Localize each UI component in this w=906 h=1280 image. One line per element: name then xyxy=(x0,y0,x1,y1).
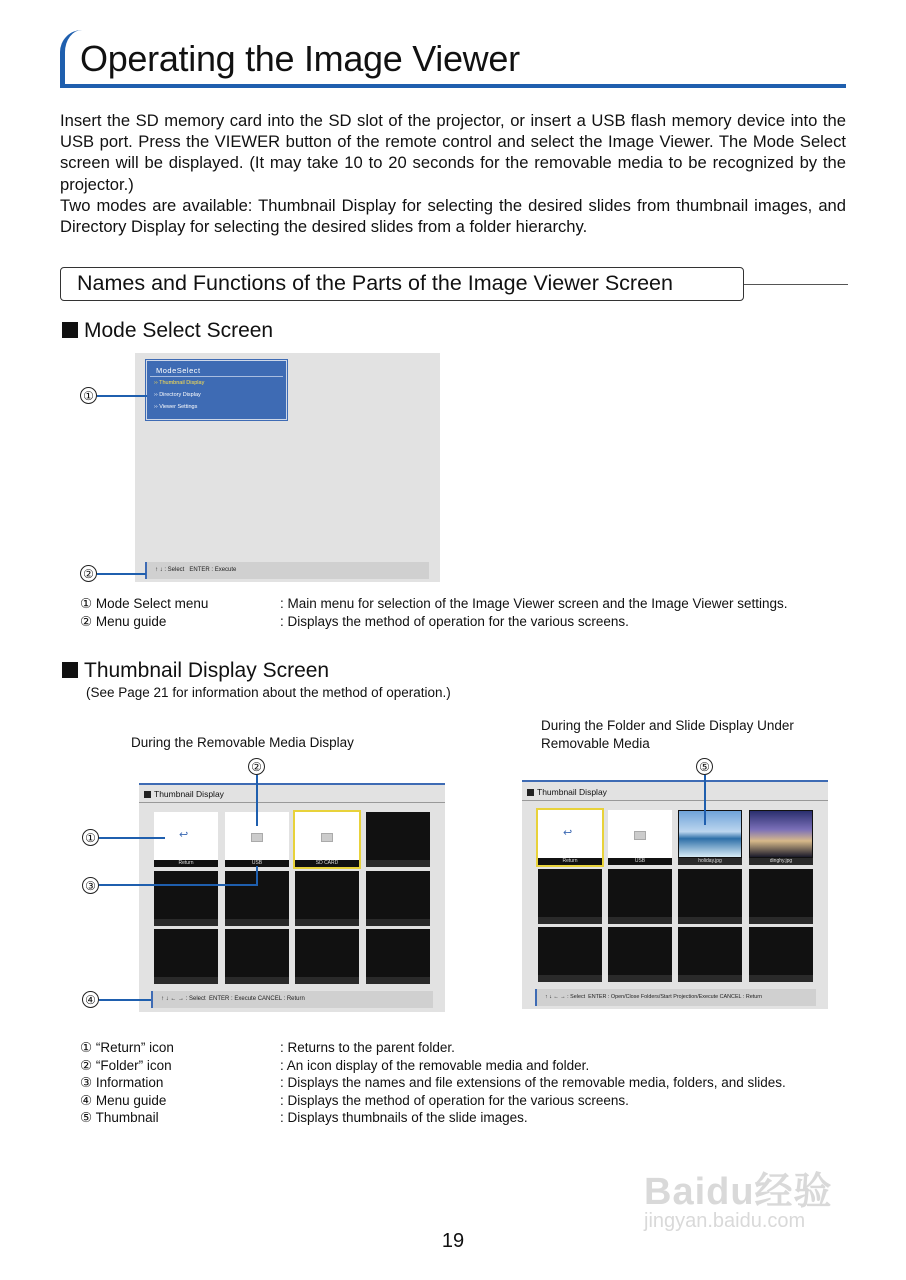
windsurf-photo-thumbnail xyxy=(679,811,741,857)
tile-label: holiday.jpg xyxy=(678,858,742,865)
tile-label: USB xyxy=(225,860,289,867)
guide-rest-text: ENTER : Open/Close Folders/Start Projection/Execute CANCEL : Return xyxy=(588,994,763,1000)
right-caption-line-1: During the Folder and Slide Display Under xyxy=(541,718,794,733)
screen-title-text: Thumbnail Display xyxy=(537,787,607,797)
menu-item-label: Viewer Settings xyxy=(159,404,198,410)
legend-item-desc: : Displays the method of operation for the various screens. xyxy=(280,1092,629,1108)
legend-item-desc: : Displays the method of operation for the various screens. xyxy=(280,614,629,629)
menu-item-label: Thumbnail Display xyxy=(159,380,205,386)
thumbnail-screen-title xyxy=(527,787,607,797)
intro-paragraph-2: Two modes are available: Thumbnail Display for selecting the desired slides from thumbnail images, and Directory Display for selecting the desired slides from a folder hierarchy. xyxy=(60,195,846,237)
tile-label xyxy=(678,917,742,924)
legend-item-name: ② “Folder” icon xyxy=(80,1057,172,1073)
callout-1: ① xyxy=(82,829,99,846)
tile-label xyxy=(608,917,672,924)
page-title: Operating the Image Viewer xyxy=(80,38,520,79)
tile-label xyxy=(749,917,813,924)
guide-execute-text: ENTER : Execute xyxy=(189,567,237,573)
legend-item-name: ④ Menu guide xyxy=(80,1092,167,1108)
callout-4: ④ xyxy=(82,991,99,1008)
callout-line xyxy=(97,573,146,575)
thumbnail-tile[interactable] xyxy=(154,871,218,926)
thumbnail-screen-title xyxy=(144,789,224,799)
mode-select-menu-title: ModeSelect xyxy=(150,361,283,377)
thumbnail-tile[interactable] xyxy=(295,929,359,984)
thumbnail-tile[interactable] xyxy=(608,869,672,924)
menu-item-viewer-settings[interactable]: ›› Viewer Settings xyxy=(154,404,198,410)
menu-item-thumbnail-display[interactable]: ›› Thumbnail Display xyxy=(154,380,205,386)
thumbnail-tile[interactable] xyxy=(154,812,218,867)
callout-line xyxy=(99,884,258,886)
mode-select-legend xyxy=(80,595,860,631)
callout-line xyxy=(99,837,165,839)
watermark-logo: Baidu经验 xyxy=(644,1171,833,1213)
square-bullet-icon xyxy=(62,662,78,678)
callout-line xyxy=(704,775,706,825)
legend-item-name: ③ Information xyxy=(80,1075,164,1091)
guide-select-text: ↑ ↓ ← → : Select xyxy=(545,994,586,1000)
thumbnail-tile[interactable] xyxy=(295,812,359,867)
guide-select-text: ↑ ↓ : Select xyxy=(155,567,185,573)
thumbnail-tile-image[interactable] xyxy=(749,810,813,865)
folder-icon xyxy=(634,831,646,840)
callout-3: ③ xyxy=(82,877,99,894)
thumbnail-tile[interactable] xyxy=(366,929,430,984)
folder-icon xyxy=(251,833,263,842)
menu-item-label: Directory Display xyxy=(159,392,201,398)
callout-2: ② xyxy=(80,565,97,582)
right-caption-line-2: Removable Media xyxy=(541,736,650,751)
section-heading: Names and Functions of the Parts of the Image Viewer Screen xyxy=(77,271,673,295)
callout-5: ⑤ xyxy=(696,758,713,775)
tile-label: Return xyxy=(154,860,218,867)
callout-line xyxy=(99,999,151,1001)
header-divider xyxy=(522,800,828,801)
tile-label: Return xyxy=(538,858,602,865)
callout-line xyxy=(256,866,258,885)
tile-label xyxy=(678,975,742,982)
tile-label xyxy=(154,919,218,926)
legend-item-desc: : An icon display of the removable media and folder. xyxy=(280,1057,590,1073)
tile-label xyxy=(608,975,672,982)
callout-2: ② xyxy=(248,758,265,775)
intro-paragraph-1: Insert the SD memory card into the SD slot of the projector, or insert a USB flash memory device into the USB port. Press the VIEWER button of the remote control and select the Image Viewer. The Mode Select screen will be displayed. (It may take 10 to 20 seconds for the removable media to be recognized by the projector.) xyxy=(60,111,846,194)
thumbnail-tile-image[interactable] xyxy=(678,810,742,865)
thumbnail-tile[interactable] xyxy=(678,927,742,982)
tile-label: SD CARD xyxy=(295,860,359,867)
tile-label xyxy=(366,919,430,926)
tile-label xyxy=(225,919,289,926)
thumbnail-menu-guide-left xyxy=(151,991,433,1008)
thumbnail-note: (See Page 21 for information about the method of operation.) xyxy=(86,685,451,700)
thumbnail-tile[interactable] xyxy=(749,869,813,924)
legend-item-name: ① Mode Select menu xyxy=(80,596,209,611)
return-icon: ↩ xyxy=(563,827,573,839)
thumbnail-tile[interactable] xyxy=(295,871,359,926)
legend-item-name: ⑤ Thumbnail xyxy=(80,1110,159,1126)
intro-text xyxy=(60,110,846,237)
thumbnail-tile[interactable] xyxy=(366,812,430,867)
tile-label xyxy=(295,919,359,926)
thumbnail-tile[interactable] xyxy=(366,871,430,926)
mode-select-heading-text: Mode Select Screen xyxy=(84,319,274,342)
thumbnail-tile[interactable] xyxy=(608,927,672,982)
section-heading-rule xyxy=(744,284,848,285)
tile-label xyxy=(295,977,359,984)
header-divider xyxy=(139,802,445,803)
sunset-photo-thumbnail xyxy=(750,811,812,857)
thumbnail-menu-guide-right xyxy=(535,989,816,1006)
legend-item-desc: : Displays the names and file extensions of the removable media, folders, and slides. xyxy=(280,1075,786,1091)
square-bullet-icon xyxy=(62,322,78,338)
tile-label: dinghy.jpg xyxy=(749,858,813,865)
legend-item-desc: : Displays thumbnails of the slide images. xyxy=(280,1110,528,1126)
page-number: 19 xyxy=(441,1230,465,1252)
thumbnail-tile[interactable] xyxy=(538,810,602,865)
tile-label xyxy=(538,975,602,982)
thumbnail-tile[interactable] xyxy=(538,869,602,924)
tile-label xyxy=(749,975,813,982)
thumbnail-tile[interactable] xyxy=(538,927,602,982)
legend-item-desc: : Returns to the parent folder. xyxy=(280,1040,455,1055)
menu-item-directory-display[interactable]: ›› Directory Display xyxy=(154,392,201,398)
thumbnail-tile[interactable] xyxy=(678,869,742,924)
mode-select-heading xyxy=(62,319,273,343)
thumbnail-heading-text: Thumbnail Display Screen xyxy=(84,659,330,682)
return-icon: ↩ xyxy=(179,829,189,841)
screen-title-text: Thumbnail Display xyxy=(154,789,224,799)
tile-label: USB xyxy=(608,858,672,865)
guide-select-text: ↑ ↓ ← → : Select xyxy=(161,996,206,1002)
thumbnail-heading xyxy=(62,659,329,683)
mode-select-menu-guide xyxy=(145,562,429,579)
legend-item-name: ① “Return” icon xyxy=(80,1040,174,1055)
callout-1: ① xyxy=(80,387,97,404)
thumbnail-tile[interactable] xyxy=(154,929,218,984)
tile-label xyxy=(225,977,289,984)
callout-line xyxy=(97,395,147,397)
folder-icon xyxy=(321,833,333,842)
watermark-url: jingyan.baidu.com xyxy=(644,1210,806,1232)
tile-label xyxy=(366,977,430,984)
tile-label xyxy=(538,917,602,924)
left-caption: During the Removable Media Display xyxy=(131,735,354,750)
thumbnail-tile[interactable] xyxy=(608,810,672,865)
legend-item-name: ② Menu guide xyxy=(80,614,167,629)
grid-icon xyxy=(527,789,534,796)
thumbnail-legend xyxy=(80,1039,860,1131)
thumbnail-tile[interactable] xyxy=(749,927,813,982)
thumbnail-tile[interactable] xyxy=(225,929,289,984)
mode-select-menu xyxy=(146,360,287,420)
tile-label xyxy=(366,860,430,867)
guide-rest-text: ENTER : Execute CANCEL : Return xyxy=(209,996,305,1002)
grid-icon xyxy=(144,791,151,798)
callout-line xyxy=(256,775,258,826)
legend-item-desc: : Main menu for selection of the Image Viewer screen and the Image Viewer settings. xyxy=(280,596,788,611)
tile-label xyxy=(154,977,218,984)
